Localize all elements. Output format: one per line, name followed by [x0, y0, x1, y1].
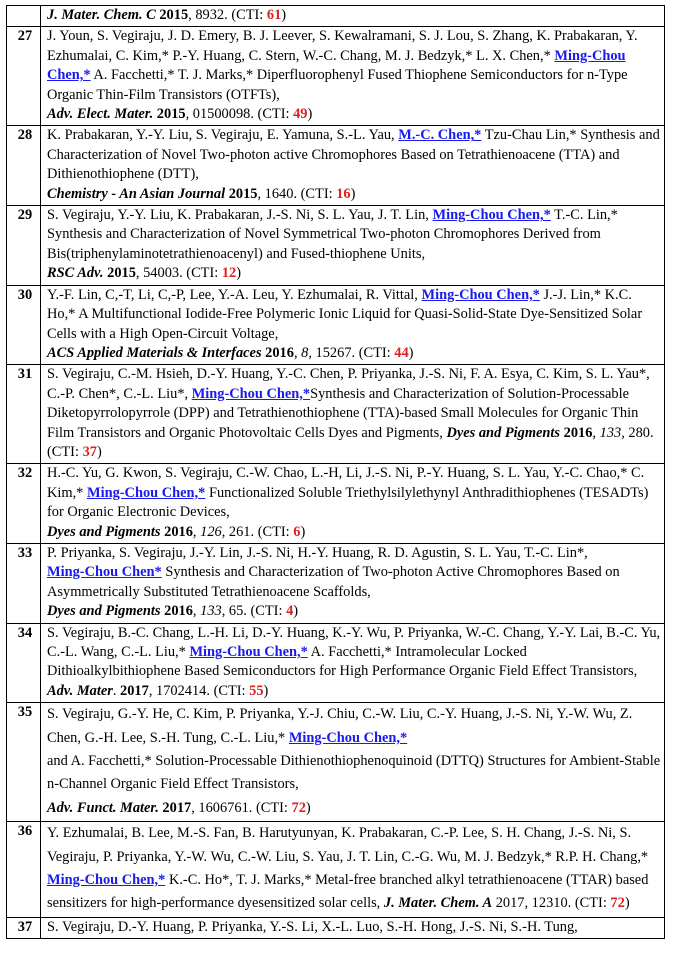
pages: , 65. (CTI: [221, 603, 287, 620]
table-row [7, 917, 665, 938]
table-row [7, 543, 665, 623]
table-row [7, 6, 665, 27]
year: 2017 [495, 895, 525, 912]
cti-value: 61 [266, 7, 282, 23]
table-row [7, 126, 665, 206]
paper-title: Metal-free branched alkyl tetrathienoacene (TTAR) based sensitizers for high-performance dyesensitized solar cells, [47, 872, 649, 912]
paper-title: Intramolecular Locked Dithioalkylbithiophene Based Semiconductors for High Performance Organic Field Effect Transistors, [47, 644, 638, 680]
journal-name: RSC Adv. [47, 265, 104, 282]
authors: J.-J. Lin,* K.C. Ho,* [47, 286, 632, 323]
table-row [7, 365, 665, 464]
paper-title: A Multifunctional Iodide-Free Polymeric Ionic Liquid for Quasi-Solid-State Dye-Sensitized Solar Cells with a High Open-Circuit Voltage, [47, 306, 643, 342]
authors: P. Priyanka, S. Vegiraju, J.-Y. Lin, J.-S. Ni, H.-Y. Huang, R. D. Agustin, S. L. Yau, T.-C. Lin*, [47, 544, 588, 561]
authors: S. Vegiraju, Y.-Y. Liu, K. Prabakaran, J.-S. Ni, S. L. Yau, J. T. Lin, [47, 207, 433, 224]
entry-number: 33 [7, 543, 41, 623]
authors: A. Facchetti,* [307, 644, 396, 660]
authors: S. Vegiraju, D.-Y. Huang, P. Priyanka, Y.-S. Li, X.-L. Luo, S.-H. Hong, J.-S. Ni, S.-H. Tung, [47, 918, 578, 935]
journal-name: Adv. Funct. Mater. [47, 799, 159, 816]
citation: P. Priyanka, S. Vegiraju, J.-Y. Lin, J.-S. Ni, H.-Y. Huang, R. D. Agustin, S. L. Yau, T.-C. Lin*, Ming-Chou Chen* Synthesis and Characterization of Two-photon Active Chromophores Based on Asymmetrically Substituted Tetrathienoacene Scaffolds, Dyes and Pigments 2016, 133, 65. (CTI: 4) [41, 543, 665, 623]
volume: 133 [599, 424, 622, 441]
year: 2017 [162, 799, 192, 816]
journal-name: Dyes and Pigments [47, 603, 161, 620]
citation: S. Vegiraju, G.-Y. He, C. Kim, P. Priyanka, Y.-J. Chiu, C.-W. Liu, C.-Y. Huang, J.-S. Ni, Y.-W. Wu, Z. Chen, G.-H. Lee, S.-H. Tung, C.-L. Liu,* Ming-Chou Chen,* and A. Facchetti,* Solution-Processable Dithienothiophenoquinoid (DTTQ) Structures for Ambient-Stable n-Channel Organic Field Effect Transistors, Adv. Funct. Mater. 2017, 1606761. (CTI: 72) [41, 703, 665, 822]
year: 2016 [164, 603, 193, 620]
author-link-ming-chou-chen[interactable]: Ming-Chou Chen,* [421, 286, 540, 303]
entry-number: 34 [7, 623, 41, 703]
cti-value: 12 [221, 265, 237, 282]
author-link-ming-chou-chen[interactable]: Ming-Chou Chen,* [189, 644, 308, 660]
citation [41, 917, 665, 938]
paper-title: Diperfluorophenyl Fused Thiophene Semiconductors for n-Type Organic Thin-Film Transistors (OTFTs), [47, 67, 628, 103]
author-link-ming-chou-chen[interactable]: M.-C. Chen,* [398, 127, 482, 144]
paper-title: Synthesis and Characterization of Two-photon Active Chromophores Based on Asymmetrically Substituted Tetrathienoacene Scaffolds, [47, 564, 620, 600]
journal-name: Dyes and Pigments [47, 523, 161, 540]
entry-number: 29 [7, 206, 41, 286]
authors: S. Vegiraju, C.-M. Hsieh, D.-Y. Huang, Y.-C. Chen, P. Priyanka, J.-S. Ni, F. A. Esya, C. Kim, S. L. Yau*, C.-P. Chen*, C.-L. Liu*, [47, 366, 650, 402]
pages: , 261. (CTI: [221, 523, 294, 540]
journal-name: Dyes and Pigments [446, 424, 561, 441]
pages: , 1640. (CTI: [257, 185, 337, 202]
pages: , 8932. (CTI: [188, 7, 267, 23]
cti-value: 44 [394, 344, 409, 361]
cti-value: 6 [293, 523, 301, 540]
pages: , 12310. (CTI: [524, 895, 611, 912]
authors: K. Prabakaran, Y.-Y. Liu, S. Vegiraju, E. Yamuna, S.-L. Yau, [47, 127, 399, 144]
entry-number: 31 [7, 365, 41, 464]
cti-value: 49 [293, 106, 308, 123]
table-row [7, 27, 665, 126]
cti-value: 72 [291, 799, 306, 816]
authors: K.-C. Ho*, T. J. Marks,* [165, 872, 316, 889]
pages: , 54003. (CTI: [135, 265, 222, 282]
author-link-ming-chou-chen[interactable]: Ming-Chou Chen,* [432, 207, 551, 224]
author-link-ming-chou-chen[interactable]: Ming-Chou Chen,* [47, 872, 166, 889]
year: 2017 [120, 682, 149, 699]
authors: Tzu-Chau Lin,* [481, 127, 581, 144]
entry-number: 30 [7, 285, 41, 365]
paper-title: Synthesis and Characterization of Solution-Processable Diketopyrrolopyrrole (DPP) and Tetrathienothiophene (TTA)-based Small Molecules for Organic Thin Film Transistors and Organic Photovoltaic Cells Dyes and Pigments, [47, 385, 639, 441]
cti-value: 72 [610, 895, 625, 912]
author-link-ming-chou-chen[interactable]: Ming-Chou Chen,* [191, 385, 311, 402]
citation: S. Vegiraju, Y.-Y. Liu, K. Prabakaran, J.-S. Ni, S. L. Yau, J. T. Lin, Ming-Chou Chen,* T.-C. Lin,* Synthesis and Characterization of Novel Symmetrical Two-photon Chromophores Derived from Bis(triphenylaminotetrathienoacenyl) and Fused-thiophene Units, RSC Adv. 2015, 54003. (CTI: 12) [41, 206, 665, 286]
journal-name: Adv. Mater [47, 682, 113, 699]
citation: Y.-F. Lin, C,-T, Li, C,-P, Lee, Y.-A. Leu, Y. Ezhumalai, R. Vittal, Ming-Chou Chen,* J.-J. Lin,* K.C. Ho,* A Multifunctional Iodide-Free Polymeric Ionic Liquid for Quasi-Solid-State Dye-Sensitized Solar Cells with a High Open-Circuit Voltage, ACS Applied Materials & Interfaces 2016, 8, 15267. (CTI: 44) [41, 285, 665, 365]
authors: A. Facchetti,* T. J. Marks,* [90, 67, 257, 84]
citation: H.-C. Yu, G. Kwon, S. Vegiraju, C.-W. Chao, L.-H, Li, J.-S. Ni, P.-Y. Huang, S. L. Yau, Y.-C. Chao,* C. Kim,* Ming-Chou Chen,* Functionalized Soluble Triethylsilylethynyl Anthradithiophenes (TESADTs) for Organic Electronic Devices, Dyes and Pigments 2016, 126, 261. (CTI: 6) [41, 464, 665, 544]
entry-number: 32 [7, 464, 41, 544]
authors: J. Youn, S. Vegiraju, J. D. Emery, B. J. Leever, S. Kewalramani, S. J. Lou, S. Zhang, K. Prabakaran, Y. Ezhumalai, C. Kim,* P.-Y. Huang, C. Stern, W.-C. Chang, M. J. Bedzyk,* L. X. Chen,* [47, 28, 638, 64]
authors: H.-C. Yu, G. Kwon, S. Vegiraju, C.-W. Chao, L.-H, Li, J.-S. Ni, P.-Y. Huang, S. L. Yau, Y.-C. Chao,* C. Kim,* [47, 465, 645, 501]
pages: , 1702414. (CTI: [148, 682, 250, 699]
authors: S. Vegiraju, B.-C. Chang, L.-H. Li, D.-Y. Huang, K.-Y. Wu, P. Priyanka, W.-C. Chang, Y.-Y. Lai, B.-C. Yu, C.-L. Wang, C.-L. Liu,* [47, 624, 661, 660]
year: 2016 [164, 523, 193, 540]
volume: 126 [200, 523, 222, 540]
publication-table [6, 5, 665, 939]
pages: , 280. (CTI: [47, 424, 654, 460]
year: 2015 [107, 265, 136, 282]
entry-number: 35 [7, 703, 41, 822]
author-link-ming-chou-chen[interactable]: Ming-Chou Chen,* [47, 47, 626, 84]
journal-name: Adv. Elect. Mater. [47, 106, 154, 123]
journal-name: Chemistry - An Asian Journal [47, 185, 226, 202]
paper-title: Synthesis and Characterization of Novel Two-photon active Chromophores Based on Tetrathienoacene (TTA) and Dithienothiophene (DTT), [47, 127, 660, 183]
entry-number: 37 [7, 917, 41, 938]
citation: J. Youn, S. Vegiraju, J. D. Emery, B. J. Leever, S. Kewalramani, S. J. Lou, S. Zhang, K. Prabakaran, Y. Ezhumalai, C. Kim,* P.-Y. Huang, C. Stern, W.-C. Chang, M. J. Bedzyk,* L. X. Chen,* Ming-Chou Chen,* A. Facchetti,* T. J. Marks,* Diperfluorophenyl Fused Thiophene Semiconductors for n-Type Organic Thin-Film Transistors (OTFTs), Adv. Elect. Mater. 2015, 01500098. (CTI: 49) [41, 27, 665, 126]
citation: Y. Ezhumalai, B. Lee, M.-S. Fan, B. Harutyunyan, K. Prabakaran, C.-P. Lee, S. H. Chang, J.-S. Ni, S. Vegiraju, P. Priyanka, Y.-W. Wu, C.-W. Liu, S. Yau, J. T. Lin, C.-G. Wu, M. J. Bedzyk,* R.P. H. Chang,* Ming-Chou Chen,* K.-C. Ho*, T. J. Marks,* Metal-free branched alkyl tetrathienoacene (TTAR) based sensitizers for high-performance dyesensitized solar cells, J. Mater. Chem. A 2017, 12310. (CTI: 72) [41, 822, 665, 918]
pages: , 15267. (CTI: [308, 344, 395, 361]
table-row [7, 206, 665, 286]
journal-name: ACS Applied Materials & Interfaces [47, 344, 262, 361]
paper-title: Synthesis and Characterization of Novel Symmetrical Two-photon Chromophores Derived from Bis(triphenylaminotetrathienoacenyl) and Fused-thiophene Units, [47, 226, 601, 262]
table-row [7, 623, 665, 703]
entry-number: 28 [7, 126, 41, 206]
author-link-ming-chou-chen[interactable]: Ming-Chou Chen,* [288, 729, 408, 746]
volume: 133 [200, 603, 222, 620]
cti-value: 55 [249, 682, 264, 699]
journal-name: J. Mater. Chem. C [47, 7, 156, 23]
entry-number [7, 6, 41, 27]
cti-value: 4 [286, 603, 294, 620]
citation: S. Vegiraju, B.-C. Chang, L.-H. Li, D.-Y. Huang, K.-Y. Wu, P. Priyanka, W.-C. Chang, Y.-Y. Lai, B.-C. Yu, C.-L. Wang, C.-L. Liu,* Ming-Chou Chen,* A. Facchetti,* Intramolecular Locked Dithioalkylbithiophene Based Semiconductors for High Performance Organic Field Effect Transistors, Adv. Mater. 2017, 1702414. (CTI: 55) [41, 623, 665, 703]
year: 2015 [156, 106, 186, 123]
cti-value: 16 [336, 185, 351, 202]
citation: J. Mater. Chem. C 2015, 8932. (CTI: 61) [41, 6, 665, 27]
entry-number: 27 [7, 27, 41, 126]
author-link-ming-chou-chen[interactable]: Ming-Chou Chen,* [86, 484, 206, 501]
paper-title: Functionalized Soluble Triethylsilylethynyl Anthradithiophenes (TESADTs) for Organic Electronic Devices, [47, 484, 649, 521]
year: 2015 [159, 7, 189, 23]
authors: Y.-F. Lin, C,-T, Li, C,-P, Lee, Y.-A. Leu, Y. Ezhumalai, R. Vittal, [47, 286, 422, 303]
table-row [7, 703, 665, 822]
cti-value: 37 [82, 443, 97, 460]
citation: S. Vegiraju, C.-M. Hsieh, D.-Y. Huang, Y.-C. Chen, P. Priyanka, J.-S. Ni, F. A. Esya, C. Kim, S. L. Yau*, C.-P. Chen*, C.-L. Liu*, Ming-Chou Chen,*Synthesis and Characterization of Solution-Processable Diketopyrrolopyrrole (DPP) and Tetrathienothiophene (TTA)-based Small Molecules for Organic Thin Film Transistors and Organic Photovoltaic Cells Dyes and Pigments, Dyes and Pigments 2016, 133, 280. (CTI: 37) [41, 365, 665, 464]
year: 2016 [265, 344, 294, 361]
table-row [7, 464, 665, 544]
authors: and A. Facchetti,* [47, 753, 156, 770]
table-row [7, 822, 665, 918]
year: 2015 [228, 185, 258, 202]
authors: Y. Ezhumalai, B. Lee, M.-S. Fan, B. Harutyunyan, K. Prabakaran, C.-P. Lee, S. H. Chang, J.-S. Ni, S. Vegiraju, P. Priyanka, Y.-W. Wu, C.-W. Liu, S. Yau, J. T. Lin, C.-G. Wu, M. J. Bedzyk,* R.P. H. Chang,* [47, 825, 649, 865]
paper-title: Solution-Processable Dithienothiophenoquinoid (DTTQ) Structures for Ambient-Stable n-Channel Organic Field Effect Transistors, [47, 753, 661, 793]
table-row [7, 285, 665, 365]
author-link-ming-chou-chen[interactable]: Ming-Chou Chen* [47, 564, 162, 581]
year: 2016 [563, 424, 593, 441]
authors: S. Vegiraju, G.-Y. He, C. Kim, P. Priyanka, Y.-J. Chiu, C.-W. Liu, C.-Y. Huang, J.-S. Ni, Y.-W. Wu, Z. Chen, G.-H. Lee, S.-H. Tung, C.-L. Liu,* [47, 706, 633, 746]
journal-name: J. Mater. Chem. A [383, 895, 493, 912]
authors: T.-C. Lin,* [550, 207, 618, 224]
pages: , 1606761. (CTI: [191, 799, 292, 816]
pages: , 01500098. (CTI: [185, 106, 294, 123]
entry-number: 36 [7, 822, 41, 918]
citation: K. Prabakaran, Y.-Y. Liu, S. Vegiraju, E. Yamuna, S.-L. Yau, M.-C. Chen,* Tzu-Chau Lin,* Synthesis and Characterization of Novel Two-photon active Chromophores Based on Tetrathienoacene (TTA) and Dithienothiophene (DTT), Chemistry - An Asian Journal 2015, 1640. (CTI: 16) [41, 126, 665, 206]
volume: 8 [301, 344, 309, 361]
